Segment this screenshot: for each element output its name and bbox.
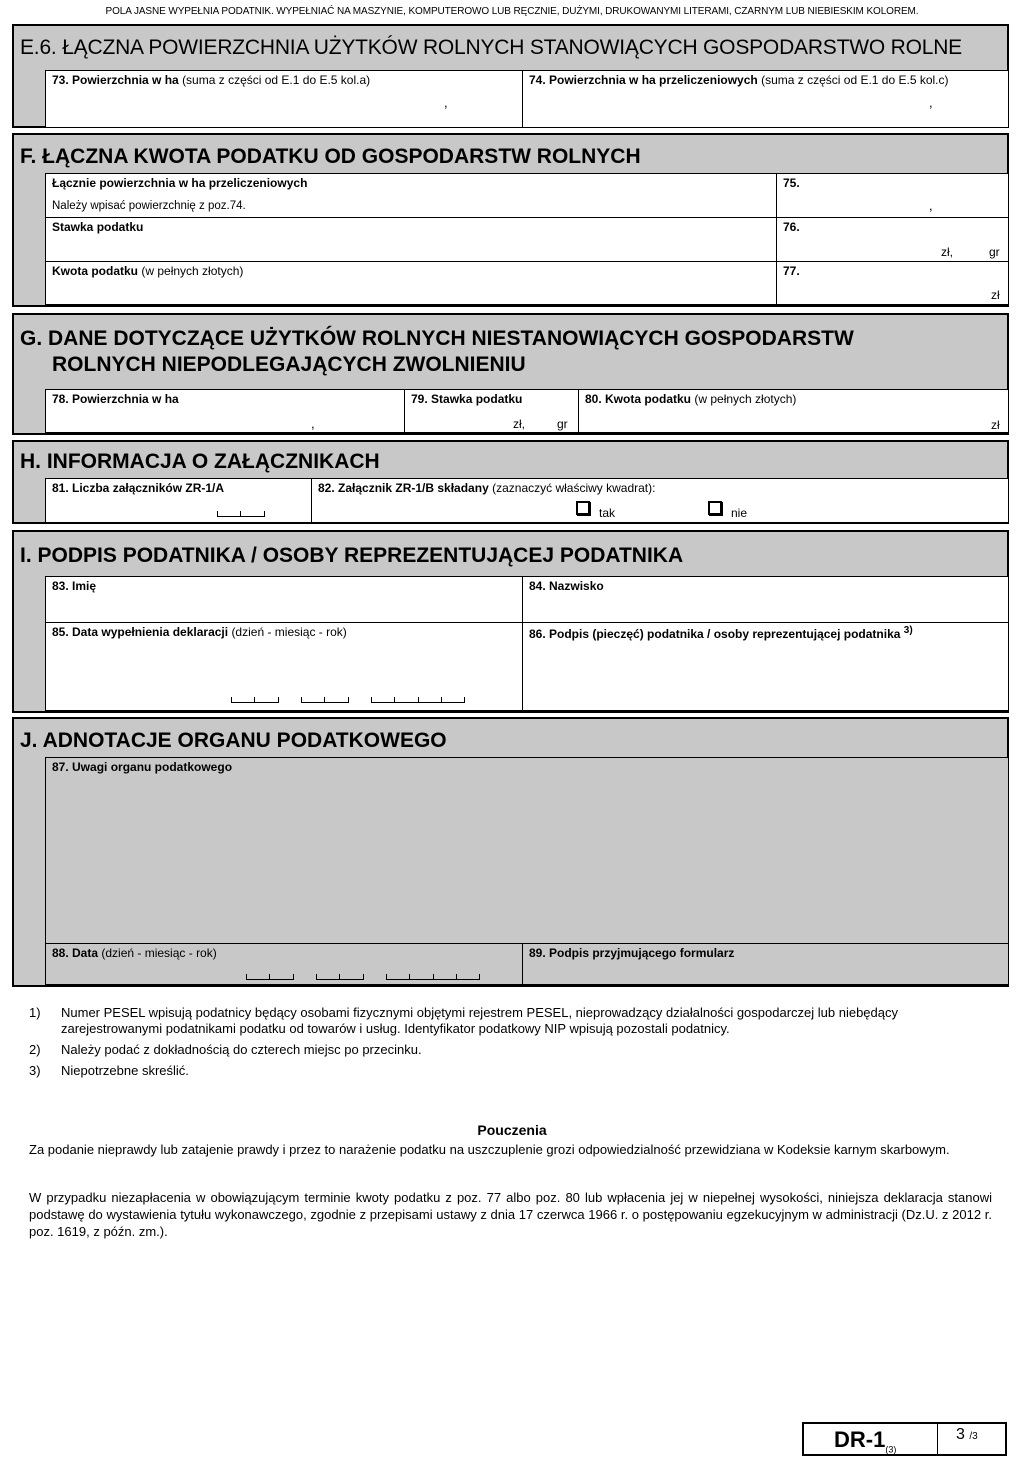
section-j-title: J. ADNOTACJE ORGANU PODATKOWEGO (20, 729, 447, 752)
field-78-label: 78. Powierzchnia w ha (52, 392, 179, 406)
field-89 (522, 943, 1009, 985)
row-77-hint: (w pełnych złotych) (141, 264, 244, 278)
section-g-title-line2: ROLNYCH NIEPODLEGAJĄCYCH ZWOLNIENIU (52, 353, 526, 376)
day-boxes (246, 975, 294, 980)
row-76-label (45, 217, 777, 262)
unit-zl: zł, (513, 417, 525, 431)
section-h (12, 440, 1009, 524)
form-code (834, 1427, 896, 1454)
field-75[interactable] (776, 173, 1009, 218)
field-89-label: 89. Podpis przyjmującego formularz (529, 946, 735, 960)
decimal-comma: , (929, 95, 933, 110)
field-73-label: 73. Powierzchnia w ha (52, 73, 179, 87)
field-79[interactable] (404, 389, 579, 433)
footnote-2-text: Należy podać z dokładnością do czterech miejsc po przecinku. (61, 1042, 422, 1057)
field-87-label: 87. Uwagi organu podatkowego (52, 760, 233, 774)
field-77-number: 77. (783, 264, 800, 278)
field-85-label: 85. Data wypełnienia deklaracji (52, 625, 229, 639)
section-h-title: H. INFORMACJA O ZAŁĄCZNIKACH (20, 450, 380, 473)
decimal-comma: , (444, 95, 448, 110)
section-j (12, 717, 1009, 987)
field-83-label: 83. Imię (52, 579, 97, 593)
field-82 (311, 478, 1009, 523)
footnote-1-text: Numer PESEL wpisują podatnicy będący osobami fizycznymi objętymi rejestrem PESEL, nieprowadzący działalności gospodarczej lub niebędący zarejestrowanymi podatnikami podatku od towarów i usług. Identyfikator podatkowy NIP wpisują pozostali podatnicy. (61, 1005, 898, 1036)
field-80-hint: (w pełnych złotych) (694, 392, 797, 406)
page-total: /3 (969, 1431, 978, 1442)
section-g (12, 313, 1009, 435)
row-75-label-text: Łącznie powierzchnia w ha przeliczeniowych (52, 176, 308, 190)
field-78[interactable] (45, 389, 405, 433)
footnote-ref: 3) (903, 625, 913, 636)
field-88-hint: (dzień - miesiąc - rok) (101, 946, 217, 960)
field-73-hint: (suma z części od E.1 do E.5 kol.a) (182, 73, 371, 87)
field-81[interactable] (45, 478, 312, 523)
year-boxes (386, 975, 480, 980)
field-88-label: 88. Data (52, 946, 99, 960)
section-f (12, 133, 1009, 307)
checkbox-tak-label: tak (599, 506, 616, 520)
footnote-1-number: 1) (29, 1005, 41, 1020)
section-e6 (12, 24, 1009, 128)
digit-boxes (217, 512, 265, 517)
month-boxes (301, 698, 349, 703)
field-74-label: 74. Powierzchnia w ha przeliczeniowych (529, 73, 758, 87)
field-82-label: 82. Załącznik ZR-1/B składany (318, 481, 489, 495)
field-80-label: 80. Kwota podatku (585, 392, 692, 406)
field-74-hint: (suma z części od E.1 do E.5 kol.c) (761, 73, 949, 87)
section-e6-title: E.6. ŁĄCZNA POWIERZCHNIA UŻYTKÓW ROLNYCH STANOWIĄCYCH GOSPODARSTWO ROLNE (20, 36, 962, 59)
form-code-text: DR-1 (834, 1427, 886, 1452)
section-i (12, 530, 1009, 713)
footnote-3-number: 3) (29, 1063, 41, 1078)
field-87 (45, 757, 1009, 944)
section-g-title-line1: G. DANE DOTYCZĄCE UŻYTKÓW ROLNYCH NIESTANOWIĄCYCH GOSPODARSTW (20, 327, 854, 350)
form-version: (3) (885, 1444, 897, 1455)
checkbox-nie-label: nie (731, 506, 748, 520)
day-boxes (231, 698, 279, 703)
decimal-comma: , (311, 416, 315, 431)
field-84[interactable] (522, 576, 1009, 623)
form-footer (802, 1422, 1007, 1456)
field-85-hint: (dzień - miesiąc - rok) (231, 625, 347, 639)
section-f-title: F. ŁĄCZNA KWOTA PODATKU OD GOSPODARSTW ROLNYCH (20, 145, 641, 168)
page-current: 3 (956, 1426, 965, 1443)
field-88 (45, 943, 523, 985)
decimal-comma: , (929, 198, 933, 213)
field-79-label: 79. Stawka podatku (411, 392, 523, 406)
fill-instructions: POLA JASNE WYPEŁNIA PODATNIK. WYPEŁNIAĆ NA MASZYNIE, KOMPUTEROWO LUB RĘCZNIE, DUŻYMI, DRUKOWANYMI LITERAMI, CZARNYM LUB NIEBIESKIM KOLOREM. (105, 6, 919, 17)
field-80[interactable] (578, 389, 1009, 433)
field-86-label: 86. Podpis (pieczęć) podatnika / osoby reprezentującej podatnika (529, 627, 901, 641)
row-77-label (45, 261, 777, 305)
field-85[interactable] (45, 622, 523, 711)
instructions-title: Pouczenia (477, 1122, 547, 1138)
field-77[interactable] (776, 261, 1009, 305)
section-i-title: I. PODPIS PODATNIKA / OSOBY REPREZENTUJĄCEJ PODATNIKA (20, 544, 684, 567)
field-84-label: 84. Nazwisko (529, 579, 604, 593)
field-73[interactable] (45, 70, 523, 128)
instructions-paragraph-1: Za podanie nieprawdy lub zatajenie prawdy i przez to narażenie podatku na uszczuplenie grozi odpowiedzialność przewidziana w Kodeksie karnym skarbowym. (29, 1142, 950, 1157)
field-81-label: 81. Liczba załączników ZR-1/A (52, 481, 225, 495)
unit-gr: gr (557, 417, 568, 431)
field-76-number: 76. (783, 220, 800, 234)
checkbox-nie[interactable] (708, 501, 722, 515)
field-83[interactable] (45, 576, 523, 623)
unit-zl: zł (991, 288, 1000, 302)
row-76-label-text: Stawka podatku (52, 220, 144, 234)
unit-zl: zł, (941, 245, 953, 259)
field-74[interactable] (522, 70, 1009, 128)
instructions-paragraph-2: W przypadku niezapłacenia w obowiązującym terminie kwoty podatku z poz. 77 albo poz. 80 lub wpłacenia jej w niepełnej wysokości, niniejsza deklaracja stanowi podstawę do wystawienia tytułu wykonawczego, zgodnie z przepisami ustawy z dnia 17 czerwca 1966 r. o postępowaniu egzekucyjnym w administracji (Dz.U. z 2012 r. poz. 1619, z późn. zm.). (29, 1190, 992, 1239)
field-75-number: 75. (783, 176, 800, 190)
page-number (956, 1426, 978, 1444)
row-75-label (45, 173, 777, 218)
unit-gr: gr (989, 245, 1000, 259)
footnote-2-number: 2) (29, 1042, 41, 1057)
unit-zl: zł (991, 418, 1000, 432)
field-76[interactable] (776, 217, 1009, 262)
month-boxes (316, 975, 364, 980)
footnote-3-text: Niepotrzebne skreślić. (61, 1063, 189, 1078)
checkbox-tak[interactable] (576, 501, 590, 515)
row-75-note: Należy wpisać powierzchnię z poz.74. (52, 200, 246, 212)
year-boxes (371, 698, 465, 703)
field-82-hint: (zaznaczyć właściwy kwadrat): (492, 481, 656, 495)
field-86[interactable] (522, 622, 1009, 711)
row-77-label-text: Kwota podatku (52, 264, 138, 278)
